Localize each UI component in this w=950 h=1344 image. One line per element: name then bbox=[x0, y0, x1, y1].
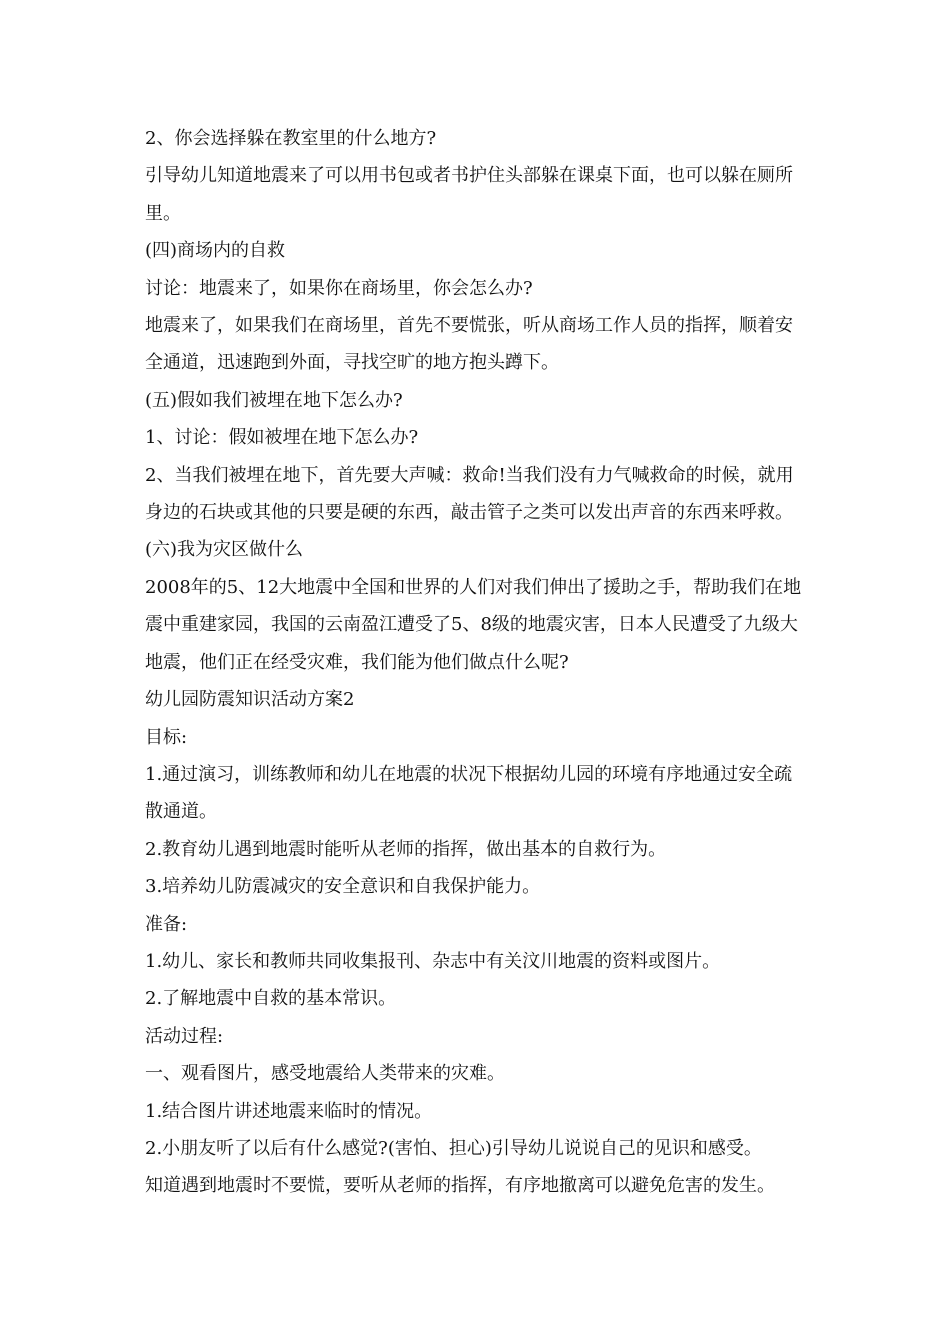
paragraph: 引导幼儿知道地震来了可以用书包或者书护住头部躲在课桌下面，也可以躲在厕所里。 bbox=[145, 165, 793, 224]
paragraph: 讨论：地震来了，如果你在商场里，你会怎么办? bbox=[145, 277, 533, 299]
paragraph: 2、当我们被埋在地下，首先要大声喊：救命!当我们没有力气喊救命的时候，就用身边的石块或其他的只要是硬的东西，敲击管子之类可以发出声音的东西来呼救。 bbox=[145, 464, 794, 524]
paragraph: 知道遇到地震时不要慌，要听从老师的指挥，有序地撤离可以避免危害的发生。 bbox=[145, 1175, 775, 1197]
paragraph: 2008年的5、12大地震中全国和世界的人们对我们伸出了援助之手，帮助我们在地震中重建家园，我国的云南盈江遭受了5、8级的地震灾害，日本人民遭受了九级大地震，他们正在经受灾难，我们能为他们做点什么呢? bbox=[145, 576, 802, 673]
paragraph: 2、你会选择躲在教室里的什么地方? bbox=[145, 128, 437, 149]
section-heading: 一、观看图片，感受地震给人类带来的灾难。 bbox=[145, 1063, 505, 1085]
list-item: 2.了解地震中自救的基本常识。 bbox=[145, 988, 397, 1010]
section-heading: (五)假如我们被埋在地下怎么办? bbox=[145, 389, 403, 411]
section-heading: 活动过程: bbox=[145, 1025, 224, 1047]
section-heading: 目标: bbox=[145, 726, 188, 748]
list-item: 1.幼儿、家长和教师共同收集报刊、杂志中有关汶川地震的资料或图片。 bbox=[145, 950, 721, 972]
list-item: 2.教育幼儿遇到地震时能听从老师的指挥，做出基本的自救行为。 bbox=[145, 838, 667, 860]
document-title: 幼儿园防震知识活动方案2 bbox=[145, 689, 355, 711]
paragraph: 1、讨论：假如被埋在地下怎么办? bbox=[145, 427, 419, 449]
list-item: 1.结合图片讲述地震来临时的情况。 bbox=[145, 1100, 433, 1122]
document-body bbox=[145, 120, 810, 1205]
list-item: 3.培养幼儿防震减灾的安全意识和自我保护能力。 bbox=[145, 876, 541, 898]
section-heading: 准备: bbox=[145, 913, 188, 935]
section-heading: (四)商场内的自救 bbox=[145, 240, 286, 262]
list-item: 2.小朋友听了以后有什么感觉?(害怕、担心)引导幼儿说说自己的见识和感受。 bbox=[145, 1137, 762, 1159]
paragraph: 地震来了，如果我们在商场里，首先不要慌张，听从商场工作人员的指挥，顺着安全通道，迅速跑到外面，寻找空旷的地方抱头蹲下。 bbox=[145, 315, 793, 374]
section-heading: (六)我为灾区做什么 bbox=[145, 539, 304, 561]
list-item: 1.通过演习，训练教师和幼儿在地震的状况下根据幼儿园的环境有序地通过安全疏散通道。 bbox=[145, 763, 793, 823]
